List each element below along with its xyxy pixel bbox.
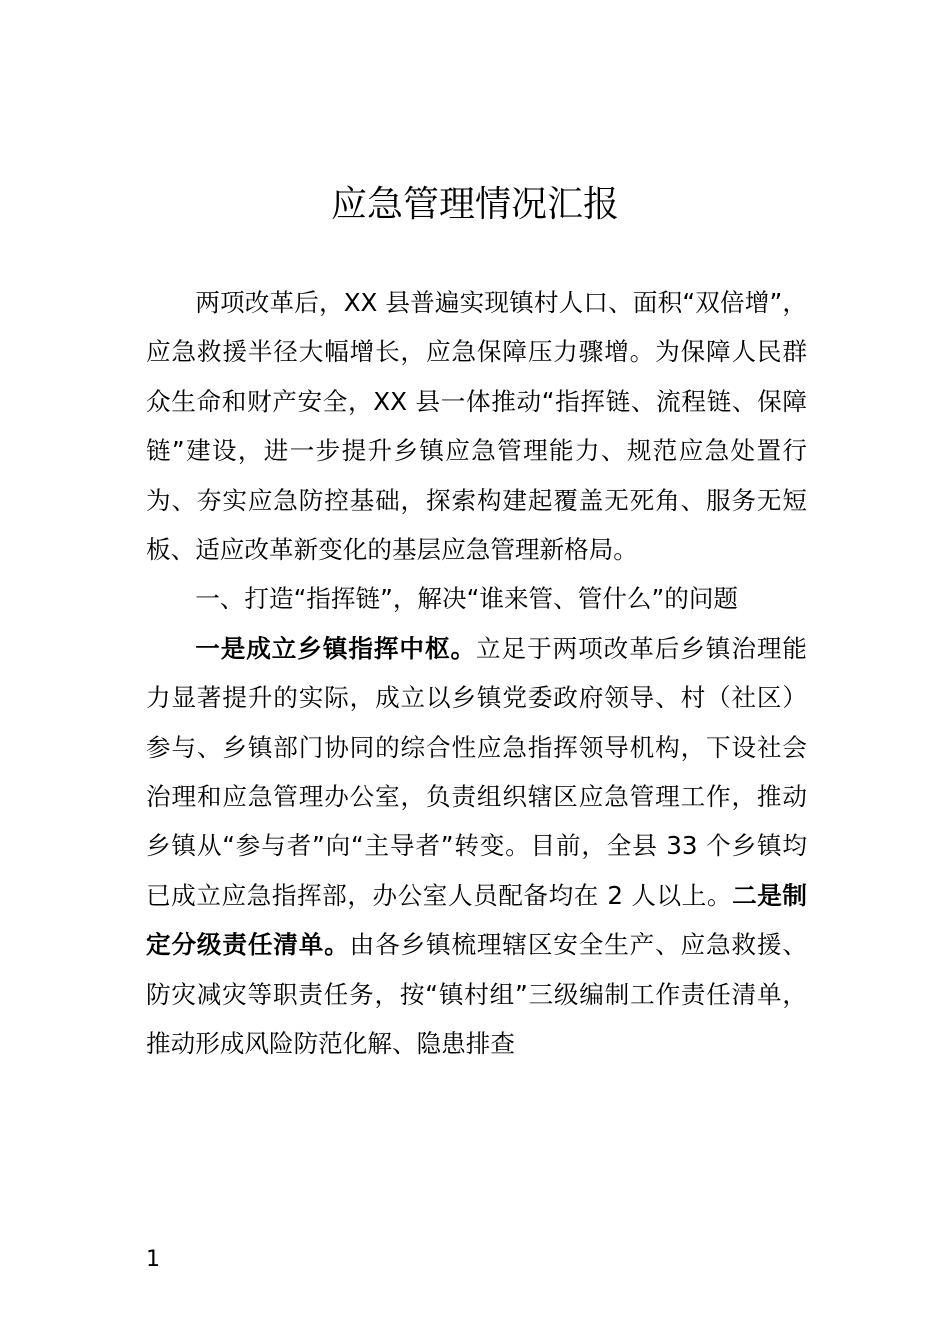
section-heading: 一、打造“指挥链”，解决“谁来管、管什么”的问题 — [195, 584, 739, 614]
document-title: 应急管理情况汇报 — [330, 184, 619, 225]
point-text: 由各乡镇梳理辖区安全生产、应急救援、防灾减灾等职责任务，按“镇村组”三级编制工作责任清单，推动形成风险防范化解、隐患排查 — [146, 930, 807, 1059]
page-number: 1 — [146, 1247, 160, 1272]
section-paragraph — [146, 624, 807, 1069]
point-title: 二是制定分级责任清单。 — [146, 880, 807, 960]
point-text: 立足于两项改革后乡镇治理能力显著提升的实际，成立以乡镇党委政府领导、村（社区）参与、乡镇部门协同的综合性应急指挥领导机构，下设社会治理和应急管理办公室，负责组织辖区应急管理工作，推动乡镇从“参与者”向“主导者”转变。目前，全县 33 个乡镇均已成立应急指挥部，办公室人员配备均在 2 人以上。 — [146, 633, 807, 910]
intro-paragraph: 两项改革后，XX 县普遍实现镇村人口、面积“双倍增”，应急救援半径大幅增长，应急保障压力骤增。为保障人民群众生命和财产安全，XX 县一体推动“指挥链、流程链、保障链”建设，进一步提升乡镇应急管理能力、规范应急处置行为、夯实应急防控基础，探索构建起覆盖无死角、服务无短板、适应改革新变化的基层应急管理新格局。 — [146, 288, 807, 565]
document-body — [146, 278, 807, 1069]
point-title: 一是成立乡镇指挥中枢。 — [195, 633, 477, 663]
